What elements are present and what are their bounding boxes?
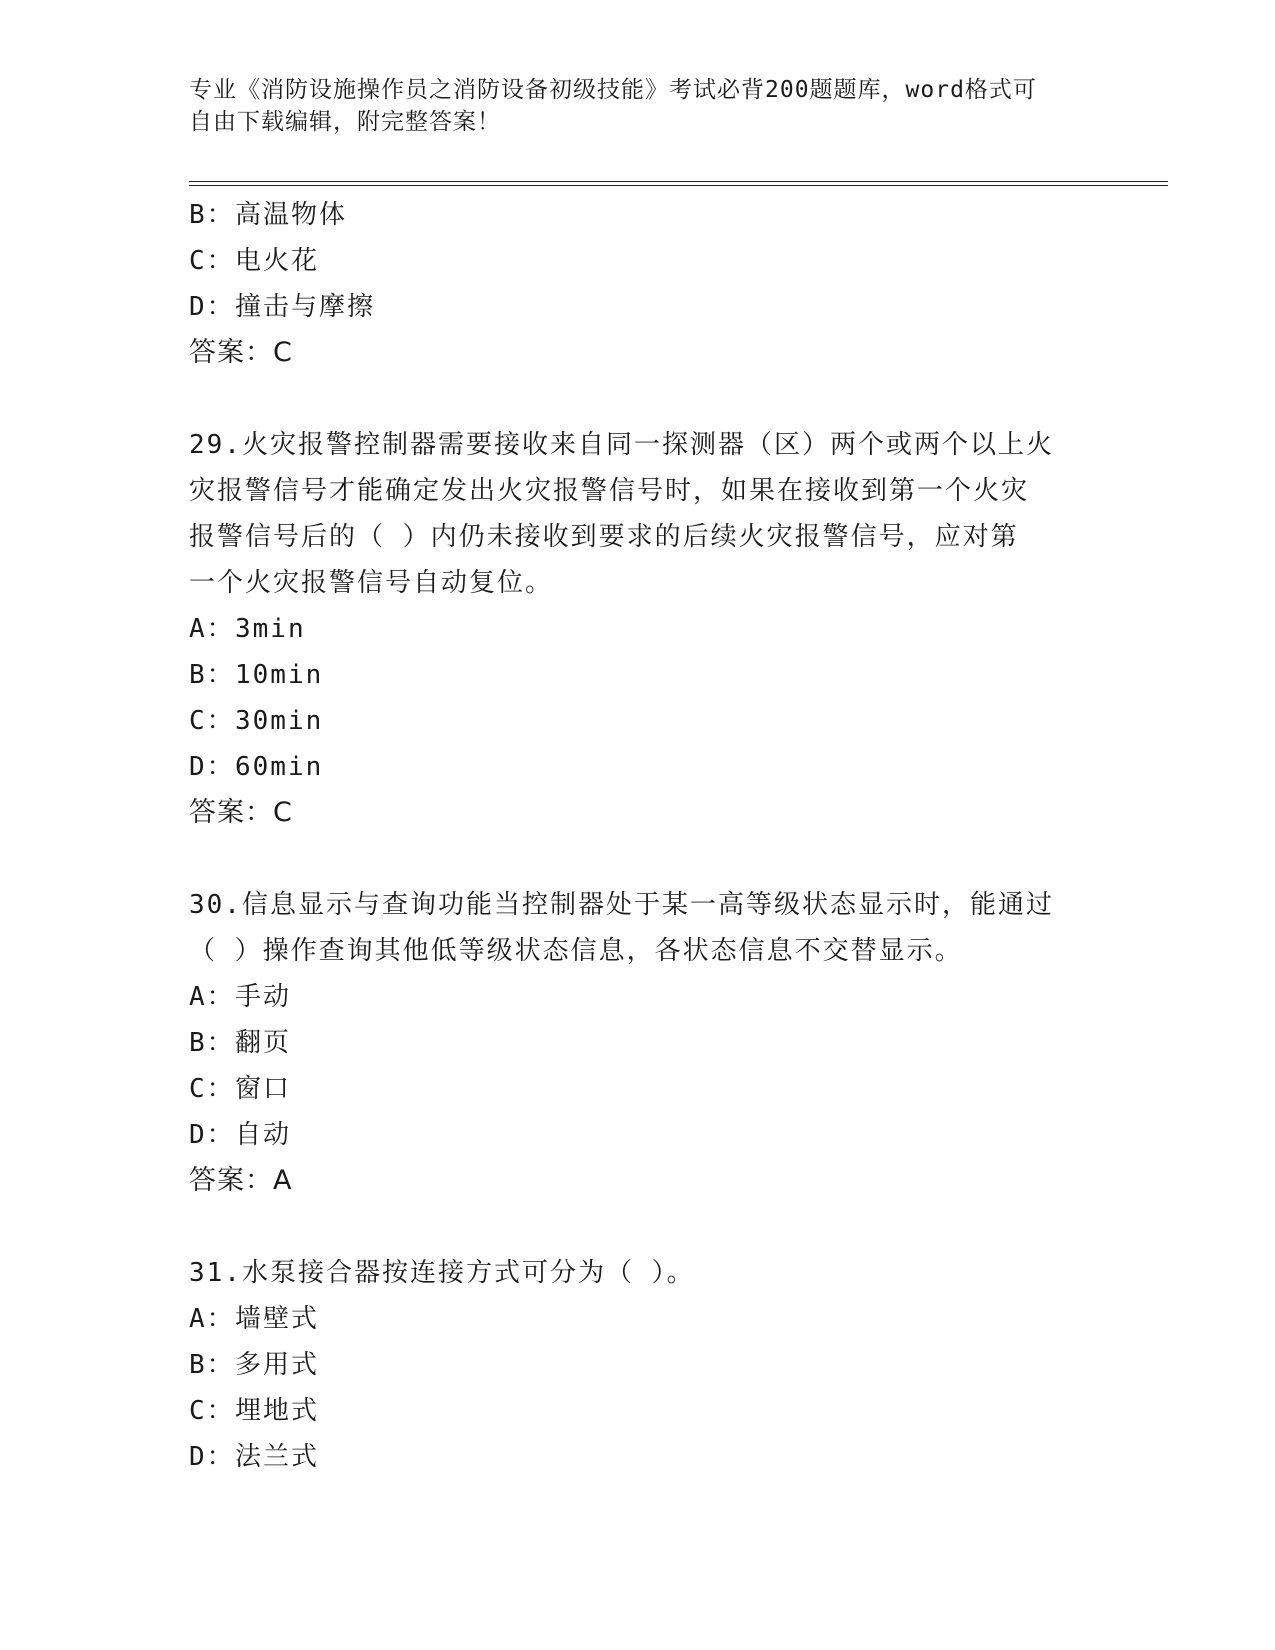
option-text: 法兰式	[235, 1442, 320, 1472]
question-text-line: 灾报警信号才能确定发出火灾报警信号时，如果在接收到第一个火灾	[189, 476, 1030, 506]
option-key: C：	[189, 1396, 235, 1426]
question-text-line: 29.火灾报警控制器需要接收来自同一探测器（区）两个或两个以上火	[189, 430, 1054, 460]
option-d	[189, 284, 1089, 330]
question-text-line: （ ）操作查询其他低等级状态信息，各状态信息不交替显示。	[189, 936, 963, 966]
option-text: 手动	[235, 982, 292, 1012]
option-a	[189, 974, 1089, 1020]
option-key: D：	[189, 752, 235, 782]
option-key: B：	[189, 1350, 235, 1380]
option-d	[189, 744, 1089, 790]
option-b	[189, 192, 1089, 238]
option-text: 墙壁式	[235, 1304, 320, 1334]
header-rule-top	[189, 181, 1168, 182]
option-text: 高温物体	[235, 200, 348, 230]
option-text: 电火花	[235, 246, 320, 276]
option-key: A：	[189, 614, 235, 644]
question-28	[189, 192, 1089, 376]
option-text: 撞击与摩擦	[235, 292, 376, 322]
header-rule-bottom	[189, 185, 1168, 186]
question-29	[189, 422, 1089, 836]
option-text: 10min	[235, 660, 324, 690]
option-b	[189, 652, 1089, 698]
answer-line: 答案：C	[189, 797, 293, 828]
spacer	[189, 1204, 1089, 1250]
option-text: 多用式	[235, 1350, 320, 1380]
option-text: 自动	[235, 1120, 292, 1150]
option-key: C：	[189, 246, 235, 276]
option-d	[189, 1112, 1089, 1158]
question-text-line: 30.信息显示与查询功能当控制器处于某一高等级状态显示时，能通过	[189, 890, 1054, 920]
option-key: B：	[189, 200, 235, 230]
option-d	[189, 1434, 1089, 1480]
question-list	[189, 192, 1089, 1480]
question-31	[189, 1250, 1089, 1480]
option-c	[189, 1388, 1089, 1434]
option-text: 30min	[235, 706, 324, 736]
question-text-line: 一个火灾报警信号自动复位。	[189, 568, 554, 598]
option-text: 3min	[235, 614, 306, 644]
option-c	[189, 1066, 1089, 1112]
header-line-2: 自由下载编辑，附完整答案！	[189, 109, 501, 135]
answer-line: 答案：C	[189, 337, 293, 368]
option-c	[189, 238, 1089, 284]
option-key: C：	[189, 1074, 235, 1104]
option-text: 翻页	[235, 1028, 292, 1058]
option-key: B：	[189, 660, 235, 690]
option-key: A：	[189, 1304, 235, 1334]
option-key: D：	[189, 292, 235, 322]
option-a	[189, 1296, 1089, 1342]
option-text: 窗口	[235, 1074, 292, 1104]
option-key: B：	[189, 1028, 235, 1058]
option-b	[189, 1342, 1089, 1388]
spacer	[189, 376, 1089, 422]
option-key: A：	[189, 982, 235, 1012]
option-a	[189, 606, 1089, 652]
option-text: 埋地式	[235, 1396, 320, 1426]
option-key: D：	[189, 1120, 235, 1150]
option-key: C：	[189, 706, 235, 736]
header-line-1: 专业《消防设施操作员之消防设备初级技能》考试必背200题题库，word格式可	[189, 77, 1037, 103]
option-b	[189, 1020, 1089, 1066]
spacer	[189, 836, 1089, 882]
question-text-line: 31.水泵接合器按连接方式可分为（ ）。	[189, 1258, 695, 1288]
document-header	[189, 74, 1089, 138]
option-key: D：	[189, 1442, 235, 1472]
question-text-line: 报警信号后的（ ）内仍未接收到要求的后续火灾报警信号，应对第	[189, 522, 1019, 552]
question-30	[189, 882, 1089, 1204]
option-c	[189, 698, 1089, 744]
option-text: 60min	[235, 752, 324, 782]
answer-line: 答案：A	[189, 1165, 293, 1196]
